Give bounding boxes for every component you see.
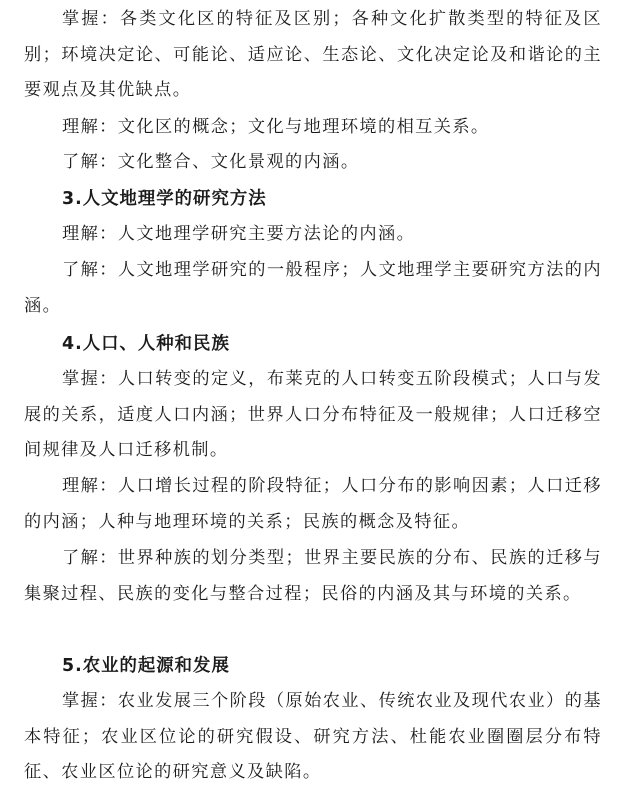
paragraph-mastery-agriculture: 掌握：农业发展三个阶段（原始农业、传统农业及现代农业）的基本特征；农业区位论的研究假设、研究方法、杜能农业圈圈层分布特征、农业区位论的研究意义及缺陷。 <box>24 691 602 783</box>
paragraph-awareness-methods: 了解：人文地理学研究的一般程序；人文地理学主要研究方法的内涵。 <box>24 260 602 316</box>
paragraph-understanding-methods: 理解：人文地理学研究主要方法论的内涵。 <box>62 224 416 244</box>
paragraph-awareness-population: 了解：世界种族的划分类型；世界主要民族的分布、民族的迁移与集聚过程、民族的变化与整合过程；民俗的内涵及其与环境的关系。 <box>24 548 602 604</box>
section-heading-4: 4.人口、人种和民族 <box>62 334 230 354</box>
paragraph-understanding-population: 理解：人口增长过程的阶段特征；人口分布的影响因素；人口迁移的内涵；人种与地理环境的关系；民族的概念及特征。 <box>24 476 602 532</box>
paragraph-awareness-culture: 了解：文化整合、文化景观的内涵。 <box>62 152 360 172</box>
paragraph-mastery-population: 掌握：人口转变的定义，布莱克的人口转变五阶段模式；人口与发展的关系，适度人口内涵；世界人口分布特征及一般规律；人口迁移空间规律及人口迁移机制。 <box>24 369 602 461</box>
paragraph-understanding-culture: 理解：文化区的概念；文化与地理环境的相互关系。 <box>62 117 490 137</box>
paragraph-mastery-culture: 掌握：各类文化区的特征及区别；各种文化扩散类型的特征及区别；环境决定论、可能论、适应论、生态论、文化决定论及和谐论的主要观点及其优缺点。 <box>24 9 602 101</box>
section-heading-3: 3.人文地理学的研究方法 <box>62 189 267 209</box>
section-heading-5: 5.农业的起源和发展 <box>62 656 230 676</box>
